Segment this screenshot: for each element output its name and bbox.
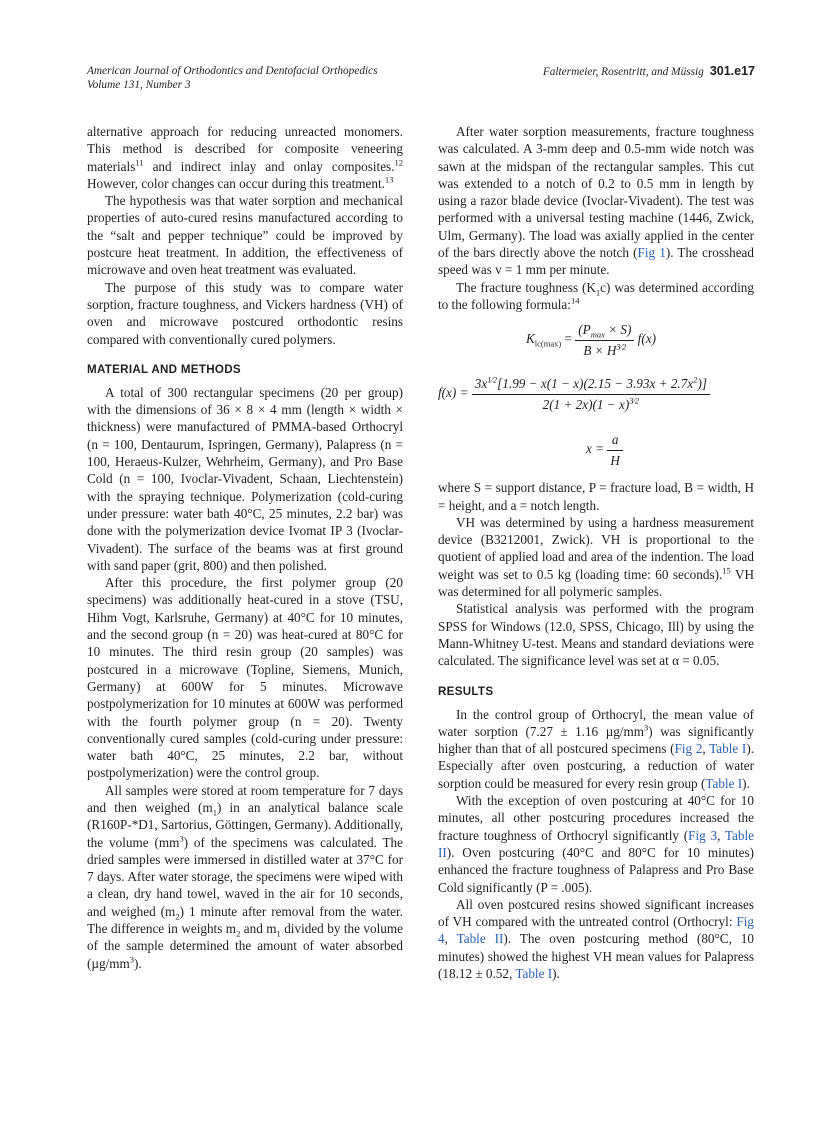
- table-link[interactable]: Table I: [515, 965, 553, 981]
- table-link[interactable]: Table II: [438, 827, 755, 860]
- running-header-journal: [87, 64, 378, 92]
- paragraph: In the control group of Orthocryl, the mean value of water sorption (7.27 ± 1.16 $\mu g/mm^3$) was significantly higher than that of all postcured specimens (Fig 2, Table I). Especially after oven postcuring, a reduction of water sorption could be measured for every resin group (Table I).: [438, 706, 755, 791]
- paragraph: All samples were stored at room temperature for 7 days and then weighed $(m_1)$ in an analytical balance scale (R160P-*D1, Sartorius, Göttingen, Germany). Additionally, the volume $(mm^3)$ of the specimens was calculated. The dried samples were immersed in distilled water at 37°C for 7 days. After water storage, the specimens were wiped with a clean, dry hand towel, waved in the air for 10 seconds, and weighed $(m_2)$ 1 minute after removal from the water. The difference in weights $m_2$ and $m_1$ divided by the volume of the sample determined the amount of water absorbed $(\mu g/mm^3)$.: [87, 782, 404, 971]
- paragraph: The purpose of this study was to compare water sorption, fracture toughness, and Vickers hardness (VH) of oven and microwave postcured orthodontic resins compared with conventionally cured polymers.: [87, 279, 403, 347]
- paragraph: A total of 300 rectangular specimens (20 per group) with the dimensions of 36 × 8 × 4 mm (length × width × thickness) were manufactured of PMMA-based Orthocryl (n = 100, Dentaurum, Ispringen, Germany), Palapress (n = 100, Heraeus-Kulzer, Wehrheim, Germany), and Pro Base Cold (n = 100, Ivoclar-Vivadent, Schaan, Liechtenstein) with the spraying technique. Polymerization (cold-curing under pressure: water bath 40°C, 25 minutes, 2.2 bar) was done with the polymerization device Ivomat IP 3 (Ivoclar-Vivadent). The surface of the beams was at first ground with sand paper (grit, 800) and then polished.: [87, 384, 403, 573]
- paragraph: The fracture toughness $(K_1c)$ was determined according to the following formula:$^{14}$: [438, 279, 754, 312]
- paragraph: With the exception of oven postcuring at 40°C for 10 minutes, all other postcuring procedures increased the fracture toughness of Orthocryl significantly (Fig 3, Table II). Oven postcuring (40°C and 80°C for 10 minutes) enhanced the fracture toughness of Palapress and Pro Base Cold significantly (P = .005).: [438, 793, 755, 895]
- paragraph: Statistical analysis was performed with the program SPSS for Windows (12.0, SPSS, Chicago, Ill) by using the Mann-Whitney U-test. Means and standard deviations were calculated. The significance level was set at α = 0.05.: [438, 601, 754, 669]
- journal-title: American Journal of Orthodontics and Dentofacial Orthopedics: [87, 65, 378, 77]
- figure-link[interactable]: Fig 1: [637, 245, 666, 261]
- page-number: 301.e17: [709, 64, 755, 78]
- equation-fracture-toughness: $K_{lc(max)}$ = $\frac{(P_{max} \times S)}{B \times H^{3⁄2}}$ f(x): [526, 322, 656, 358]
- table-link[interactable]: Table I: [709, 741, 747, 757]
- figure-link[interactable]: Fig 2: [674, 741, 703, 757]
- paragraph: After this procedure, the first polymer group (20 specimens) was additionally heat-cured in a stove (TSU, Hihm Vogt, Karlsruhe, Germany) at 40°C for 10 minutes, and the second group (n = 20) was heat-cured at 80°C for 10 minutes. The third resin group (20 samples) was postcured in a microwave (Topline, Siemens, Munich, Germany) at 600W for 5 minutes. Microwave postpolymerization for 10 minutes at 600W was performed with the fourth polymer group (n = 20). Twenty conventionally cured samples (cold-curing under pressure: water bath 40°C, 25 minutes, 2.2 bar, without postpolymerization) were the control group.: [87, 575, 403, 781]
- section-heading-methods: MATERIAL AND METHODS: [87, 362, 241, 376]
- journal-volume: Volume 131, Number 3: [87, 79, 191, 91]
- table-link[interactable]: Table II: [456, 931, 504, 947]
- paragraph: alternative approach for reducing unreacted monomers. This method is described for composite veneering materials$^{11}$ and indirect inlay and onlay composites.$^{12}$ However, color changes can occur during this treatment.$^{13}$: [87, 124, 403, 191]
- left-column: [87, 123, 403, 972]
- figure-link[interactable]: Fig 4: [438, 914, 754, 947]
- paragraph: VH was determined by using a hardness measurement device (B3212001, Zwick). VH is proportional to the quotient of applied load and area of the indention. The load weight was set to 0.5 kg (loading time: 60 seconds).$^{15}$ VH was determined for all polymeric samples.: [438, 514, 754, 600]
- figure-link[interactable]: Fig 3: [688, 827, 718, 843]
- author-names: Faltermeier, Rosentritt, and Müssig: [542, 66, 704, 78]
- paragraph: The hypothesis was that water sorption and mechanical properties of auto-cured resins manufactured according to the “salt and pepper technique” could be improved by postcure heat treatment. In addition, the effectiveness of microwave and oven heat treatment was evaluated.: [87, 193, 403, 278]
- paragraph: All oven postcured resins showed significant increases of VH compared with the untreated control (Orthocryl: Fig 4, Table II). The oven postcuring method (80°C, 10 minutes) showed the highest VH mean values for Palapress (18.12 ± 0.52, Table I).: [438, 896, 754, 981]
- right-column: [438, 123, 754, 982]
- section-heading-results: RESULTS: [438, 684, 494, 698]
- paragraph: After water sorption measurements, fracture toughness was calculated. A 3-mm deep and 0.5-mm wide notch was sawn at the midspan of the rectangular samples. This cut was extended to a notch of 0.2 to 0.5 mm in length by using a razor blade device (Ivoclar-Vivadent). The test was performed with a universal testing machine (1446, Zwick, Ulm, Germany). The load was axially applied in the center of the bars directly above the notch (Fig 1). The crosshead speed was v = 1 mm per minute.: [438, 124, 755, 278]
- equation-x: x = $\frac{a}{H}$: [438, 431, 838, 479]
- paragraph: where S = support distance, P = fracture load, B = width, H = height, and a = notch length.: [438, 480, 754, 513]
- running-header-authors: [543, 64, 755, 79]
- table-link[interactable]: Table I: [705, 775, 743, 791]
- equation-f-of-x: f(x) = $\frac{3x^{1⁄2}[1.99 - x(1 - x)(2.15 - 3.93x + 2.7x^2)]}{2(1 + 2x)(1 - x)^{3⁄2}}$: [438, 375, 754, 431]
